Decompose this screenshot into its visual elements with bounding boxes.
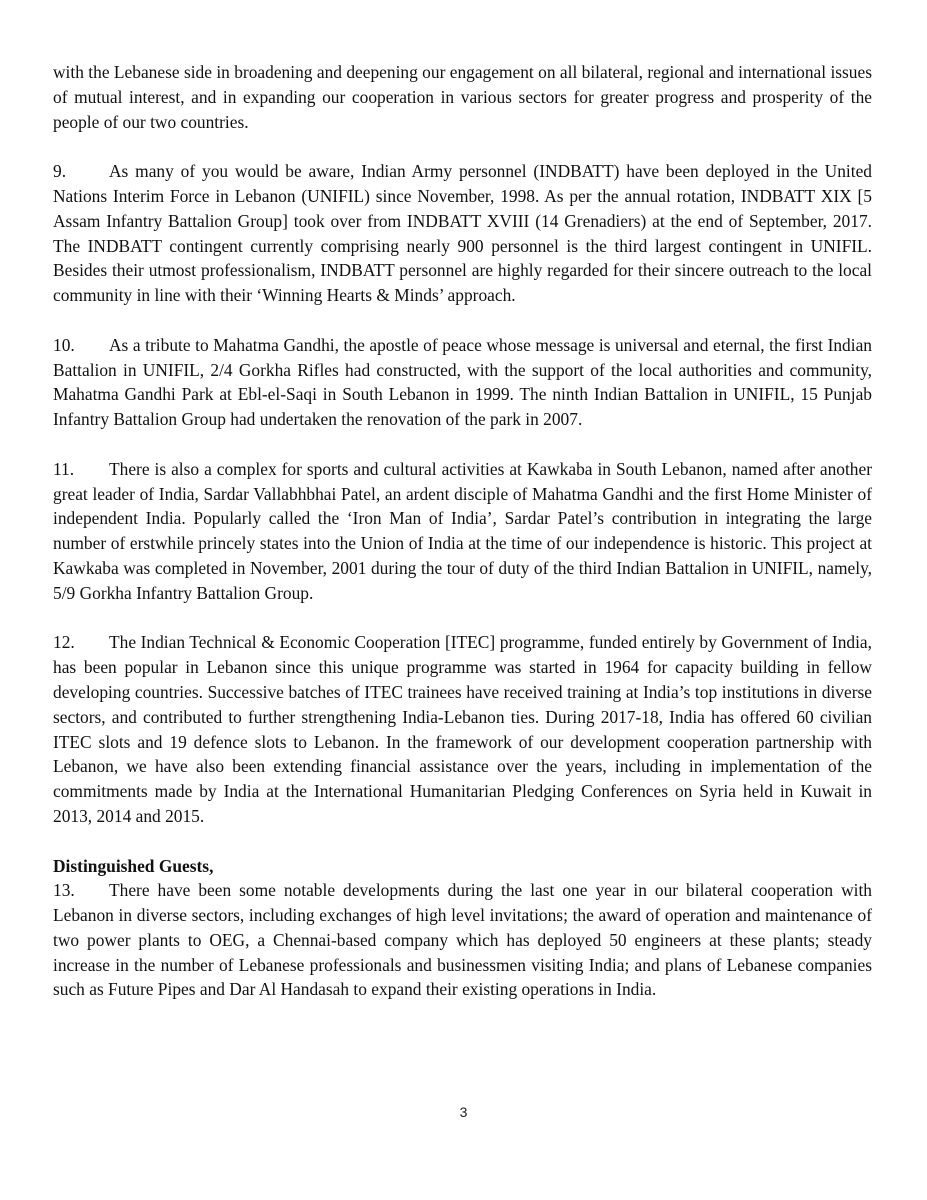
- document-page: [53, 60, 872, 1027]
- paragraph-number: 11.: [53, 458, 75, 479]
- paragraph-11: [53, 457, 872, 606]
- section-heading: Distinguished Guests,: [53, 855, 214, 876]
- paragraph-number: 10.: [53, 334, 75, 355]
- paragraph-text: As a tribute to Mahatma Gandhi, the apostle of peace whose message is universal and eternal, the first Indian Battalion in UNIFIL, 2/4 Gorkha Rifles had constructed, with the support of the local authorities and community, Mahatma Gandhi Park at Ebl-el-Saqi in South Lebanon in 1999. The ninth Indian Battalion in UNIFIL, 15 Punjab Infantry Battalion Group had undertaken the renovation of the park in 2007.: [53, 334, 872, 430]
- paragraph-text: As many of you would be aware, Indian Army personnel (INDBATT) have been deployed in the United Nations Interim Force in Lebanon (UNIFIL) since November, 1998. As per the annual rotation, INDBATT XIX [5 Assam Infantry Battalion Group] took over from INDBATT XVIII (14 Grenadiers) at the end of September, 2017. The INDBATT contingent currently comprising nearly 900 personnel is the third largest contingent in UNIFIL. Besides their utmost professionalism, INDBATT personnel are highly regarded for their sincere outreach to the local community in line with their ‘Winning Hearts & Minds’ approach.: [53, 161, 872, 306]
- paragraph-number: 12.: [53, 632, 75, 653]
- paragraph-13: [53, 878, 872, 1002]
- paragraph-number: 9.: [53, 161, 67, 182]
- paragraph-number: 13.: [53, 880, 75, 901]
- paragraph-12: [53, 630, 872, 828]
- paragraph-text: There have been some notable developments during the last one year in our bilateral cooperation with Lebanon in diverse sectors, including exchanges of high level invitations; the award of operation and maintenance of two power plants to OEG, a Chennai-based company which has deployed 50 engineers at these plants; steady increase in the number of Lebanese professionals and businessmen visiting India; and plans of Lebanese companies such as Future Pipes and Dar Al Handasah to expand their existing operations in India.: [53, 880, 872, 1000]
- paragraph-10: [53, 333, 872, 432]
- page-number: 3: [459, 1104, 468, 1120]
- paragraph-text: There is also a complex for sports and cultural activities at Kawkaba in South Lebanon, named after another great leader of India, Sardar Vallabhbhai Patel, an ardent disciple of Mahatma Gandhi and the first Home Minister of independent India. Popularly called the ‘Iron Man of India’, Sardar Patel’s contribution in integrating the large number of erstwhile princely states into the Union of India at the time of our independence is historic. This project at Kawkaba was completed in November, 2001 during the tour of duty of the third Indian Battalion in UNIFIL, namely, 5/9 Gorkha Infantry Battalion Group.: [53, 458, 872, 603]
- intro-continuation-paragraph: [53, 60, 872, 134]
- paragraph-text: The Indian Technical & Economic Cooperation [ITEC] programme, funded entirely by Government of India, has been popular in Lebanon since this unique programme was started in 1964 for capacity building in fellow developing countries. Successive batches of ITEC trainees have received training at India’s top institutions in diverse sectors, and contributed to further strengthening India-Lebanon ties. During 2017-18, India has offered 60 civilian ITEC slots and 19 defence slots to Lebanon. In the framework of our development cooperation partnership with Lebanon, we have also been extending financial assistance over the years, including in implementation of the commitments made by India at the International Humanitarian Pledging Conferences on Syria held in Kuwait in 2013, 2014 and 2015.: [53, 632, 872, 826]
- paragraph-9: [53, 159, 872, 308]
- paragraph-text: with the Lebanese side in broadening and deepening our engagement on all bilateral, regional and international issues of mutual interest, and in expanding our cooperation in various sectors for greater progress and prosperity of the people of our two countries.: [53, 62, 872, 132]
